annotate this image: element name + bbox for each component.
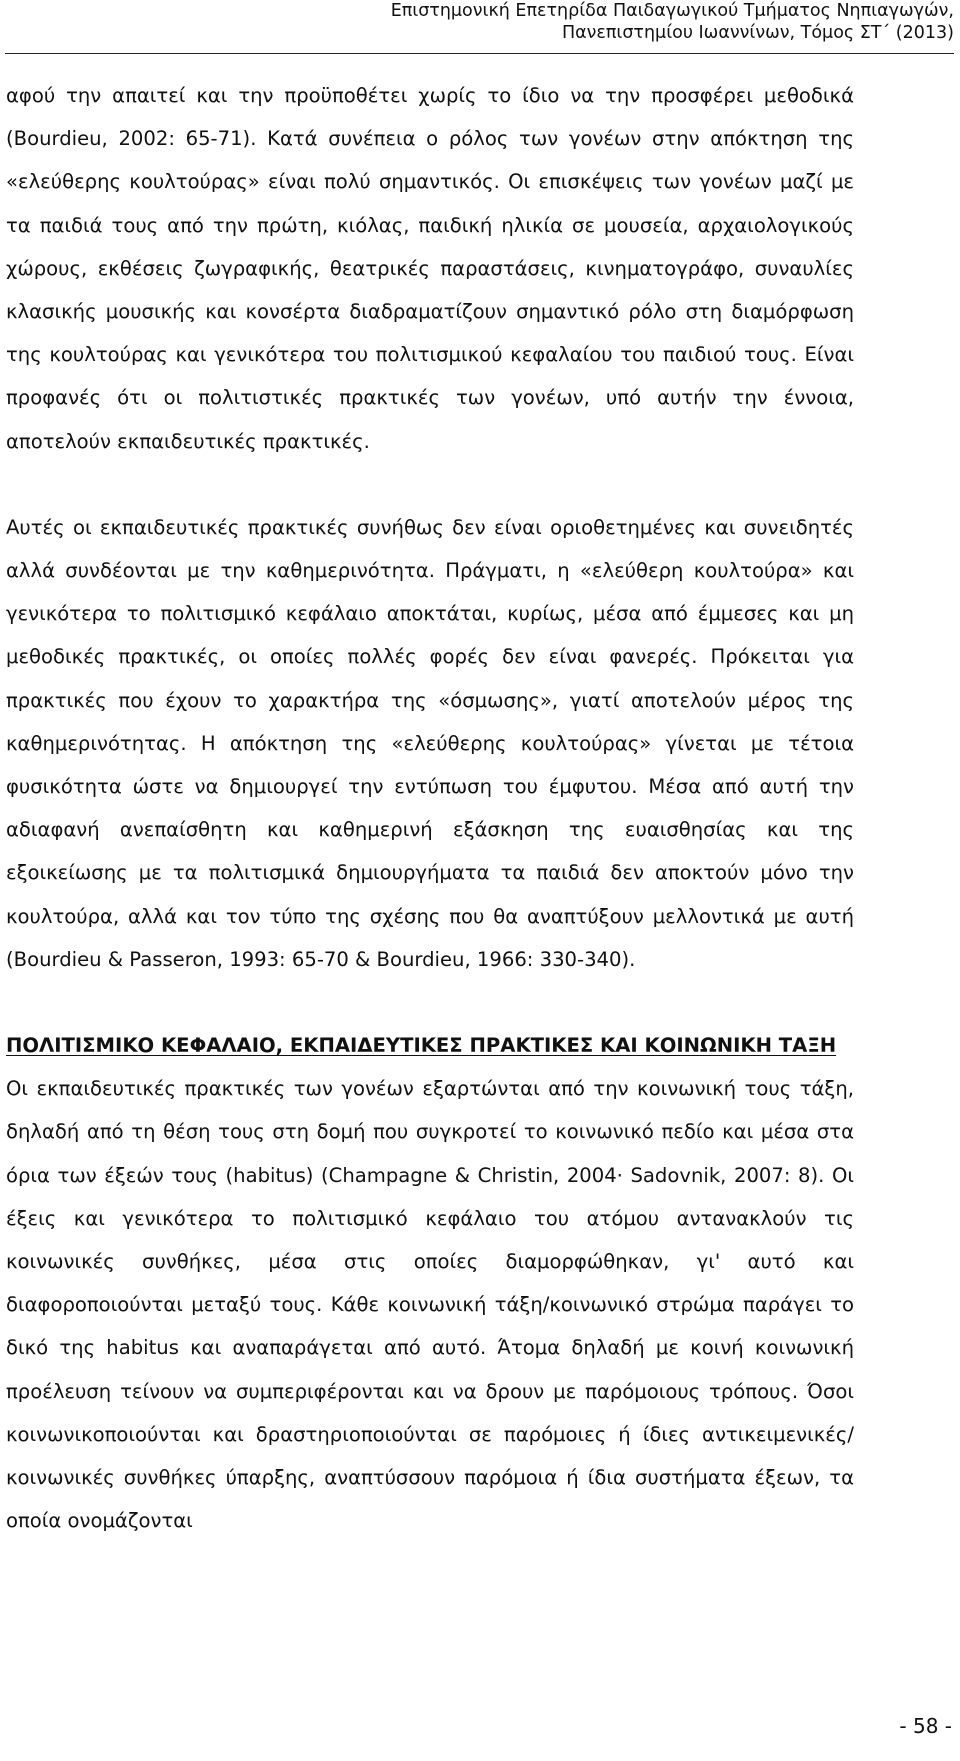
body-paragraph-2: Αυτές οι εκπαιδευτικές πρακτικές συνήθως δεν είναι οριοθετημένες και συνειδητές αλλά συνδέονται με την καθημερινότητα. Πράγματι, η «ελεύθερη κουλτούρα» και γενικότερα το πολιτισμικό κεφάλαιο αποκτάται, κυρίως, μέσα από έμμεσες και μη μεθοδικές πρακτικές, οι οποίες πολλές φορές δεν είναι φανερές. Πρόκειται για πρακτικές που έχουν το χαρακτήρα της «όσμωσης», γιατί αποτελούν μέρος της καθημερινότητας. Η απόκτηση της «ελεύθερης κουλτούρας» γίνεται με τέτοια φυσικότητα ώστε να δημιουργεί την εντύπωση του έμφυτου. Μέσα από αυτή την αδιαφανή ανεπαίσθητη και καθημερινή εξάσκηση της ευαισθησίας και της εξοικείωσης με τα πολιτισμικά δημιουργήματα τα παιδιά δεν αποκτούν μόνο την κουλτούρα, αλλά και τον τύπο της σχέσης που θα αναπτύξουν μελλοντικά με αυτή (Bourdieu & Passeron, 1993: 65-70 & Bourdieu, 1966: 330-340).: [6, 515, 854, 971]
section-spacer: [6, 981, 854, 1024]
paragraph-spacer: [6, 463, 854, 506]
journal-issue: Πανεπιστημίου Ιωαννίνων, Τόμος ΣΤ΄ (2013): [561, 23, 954, 43]
page-number: - 58 -: [899, 1714, 952, 1738]
journal-title: Επιστημονική Επετηρίδα Παιδαγωγικού Τμήματος Νηπιαγωγών,: [390, 1, 954, 21]
header-divider: [5, 53, 954, 54]
running-header: [54, 0, 954, 44]
body-paragraph-1: αφού την απαιτεί και την προϋποθέτει χωρίς το ίδιο να την προσφέρει μεθοδικά (Bourdieu, 2002: 65-71). Κατά συνέπεια ο ρόλος των γονέων στην απόκτηση της «ελεύθερης κουλτούρας» είναι πολύ σημαντικός. Οι επισκέψεις των γονέων μαζί με τα παιδιά τους από την πρώτη, κιόλας, παιδική ηλικία σε μουσεία, αρχαιολογικούς χώρους, εκθέσεις ζωγραφικής, θεατρικές παραστάσεις, κινηματογράφο, συναυλίες κλασικής μουσικής και κονσέρτα διαδραματίζουν σημαντικό ρόλο στη διαμόρφωση της κουλτούρας και γενικότερα του πολιτισμικού κεφαλαίου του παιδιού τους. Είναι προφανές ότι οι πολιτιστικές πρακτικές των γονέων, υπό αυτήν την έννοια, αποτελούν εκπαιδευτικές πρακτικές.: [6, 84, 854, 453]
section-paragraph: Οι εκπαιδευτικές πρακτικές των γονέων εξαρτώνται από την κοινωνική τους τάξη, δηλαδή από τη θέση τους στη δομή που συγκροτεί το κοινωνικό πεδίο και μέσα στα όρια των έξεών τους (habitus) (Champagne & Christin, 2004· Sadovnik, 2007: 8). Οι έξεις και γενικότερα το πολιτισμικό κεφάλαιο του ατόμου αντανακλούν τις κοινωνικές συνθήκες, μέσα στις οποίες διαμορφώθηκαν, γι' αυτό και διαφοροποιούνται μεταξύ τους. Κάθε κοινωνική τάξη/κοινωνικό στρώμα παράγει το δικό της habitus και αναπαράγεται από αυτό. Άτομα δηλαδή με κοινή κοινωνική προέλευση τείνουν να συμπεριφέρονται και να δρουν με παρόμοιους τρόπους. Όσοι κοινωνικοποιούνται και δραστηριοποιούνται σε παρόμοιες ή ίδιες αντικειμενικές/κοινωνικές συνθήκες ύπαρξης, αναπτύσσουν παρόμοια ή ίδια συστήματα έξεων, τα οποία ονομάζονται: [6, 1077, 854, 1533]
section-heading: ΠΟΛΙΤΙΣΜΙΚΟ ΚΕΦΑΛΑΙΟ, ΕΚΠΑΙΔΕΥΤΙΚΕΣ ΠΡΑΚΤΙΚΕΣ ΚΑΙ ΚΟΙΝΩΝΙΚΗ ΤΑΞΗ: [6, 1034, 837, 1058]
page-body: [6, 74, 854, 1543]
